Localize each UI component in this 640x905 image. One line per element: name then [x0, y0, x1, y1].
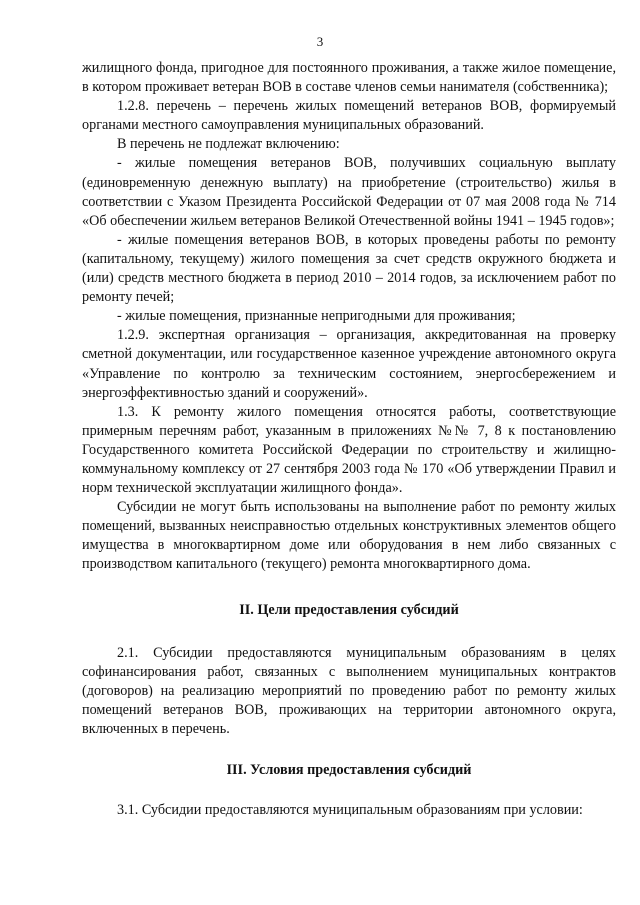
- section-heading-conditions: III. Условия предоставления субсидий: [226, 762, 472, 779]
- list-item-excluded-social-payment: - жилые помещения ветеранов ВОВ, получивших социальную выплату (единовременную денежную выплату) на приобретение (строительство) жилья в соответствии с Указом Президента Российской Федерации от 07 мая 2008 года № 714 «Об обеспечении жильем ветеранов Великой Отечественной войны 1941 – 1945 годов»;: [82, 155, 616, 229]
- paragraph-1-2-8: 1.2.8. перечень – перечень жилых помещений ветеранов ВОВ, формируемый органами местного самоуправления муниципальных образований.: [82, 98, 616, 134]
- page-number: 3: [316, 34, 324, 49]
- section-heading-goals: II. Цели предоставления субсидий: [239, 601, 459, 618]
- paragraph-subsidy-restrictions: Субсидии не могут быть использованы на выполнение работ по ремонту жилых помещений, вызванных неисправностью отдельных конструктивных элементов общего имущества в многоквартирном доме или оборудования в нем либо связанных с производством капитального (текущего) ремонта многоквартирного дома.: [82, 499, 616, 573]
- paragraph-not-included: В перечень не подлежат включению:: [117, 136, 340, 153]
- paragraph-3-1: 3.1. Субсидии предоставляются муниципальным образованиям при условии:: [117, 802, 583, 819]
- paragraph-1-3: 1.3. К ремонту жилого помещения относятся работы, соответствующие примерным перечням работ, указанным в приложениях №№ 7, 8 к постановлению Государственного комитета Российской Федерации по строительству и жилищно-коммунальному комплексу от 27 сентября 2003 года № 170 «Об утверждении Правил и норм технической эксплуатации жилищного фонда».: [82, 403, 616, 497]
- paragraph-housing-continuation: жилищного фонда, пригодное для постоянного проживания, а также жилое помещение, в котором проживает ветеран ВОВ в составе членов семьи нанимателя (собственника);: [82, 60, 616, 96]
- paragraph-2-1: 2.1. Субсидии предоставляются муниципальным образованиям в целях софинансирования работ, связанных с выполнением муниципальных контрактов (договоров) на реализацию мероприятий по проведению работ по ремонту жилых помещений ветеранов ВОВ, проживающих на территории автономного округа, включенных в перечень.: [82, 644, 616, 737]
- list-item-excluded-unfit: - жилые помещения, признанные непригодными для проживания;: [117, 308, 516, 325]
- list-item-excluded-repaired: - жилые помещения ветеранов ВОВ, в которых проведены работы по ремонту (капитальному, текущему) жилого помещения за счет средств окружного бюджета и (или) средств местного бюджета в период 2010 – 2014 годов, за исключением работ по ремонту печей;: [82, 231, 616, 306]
- document-body: [82, 59, 616, 820]
- paragraph-1-2-9: 1.2.9. экспертная организация – организация, аккредитованная на проверку сметной документации, или государственное казенное учреждение автономного округа «Управление по контролю за техническим состоянием, энергосбережением и энергоэффективностью зданий и сооружений».: [82, 327, 616, 401]
